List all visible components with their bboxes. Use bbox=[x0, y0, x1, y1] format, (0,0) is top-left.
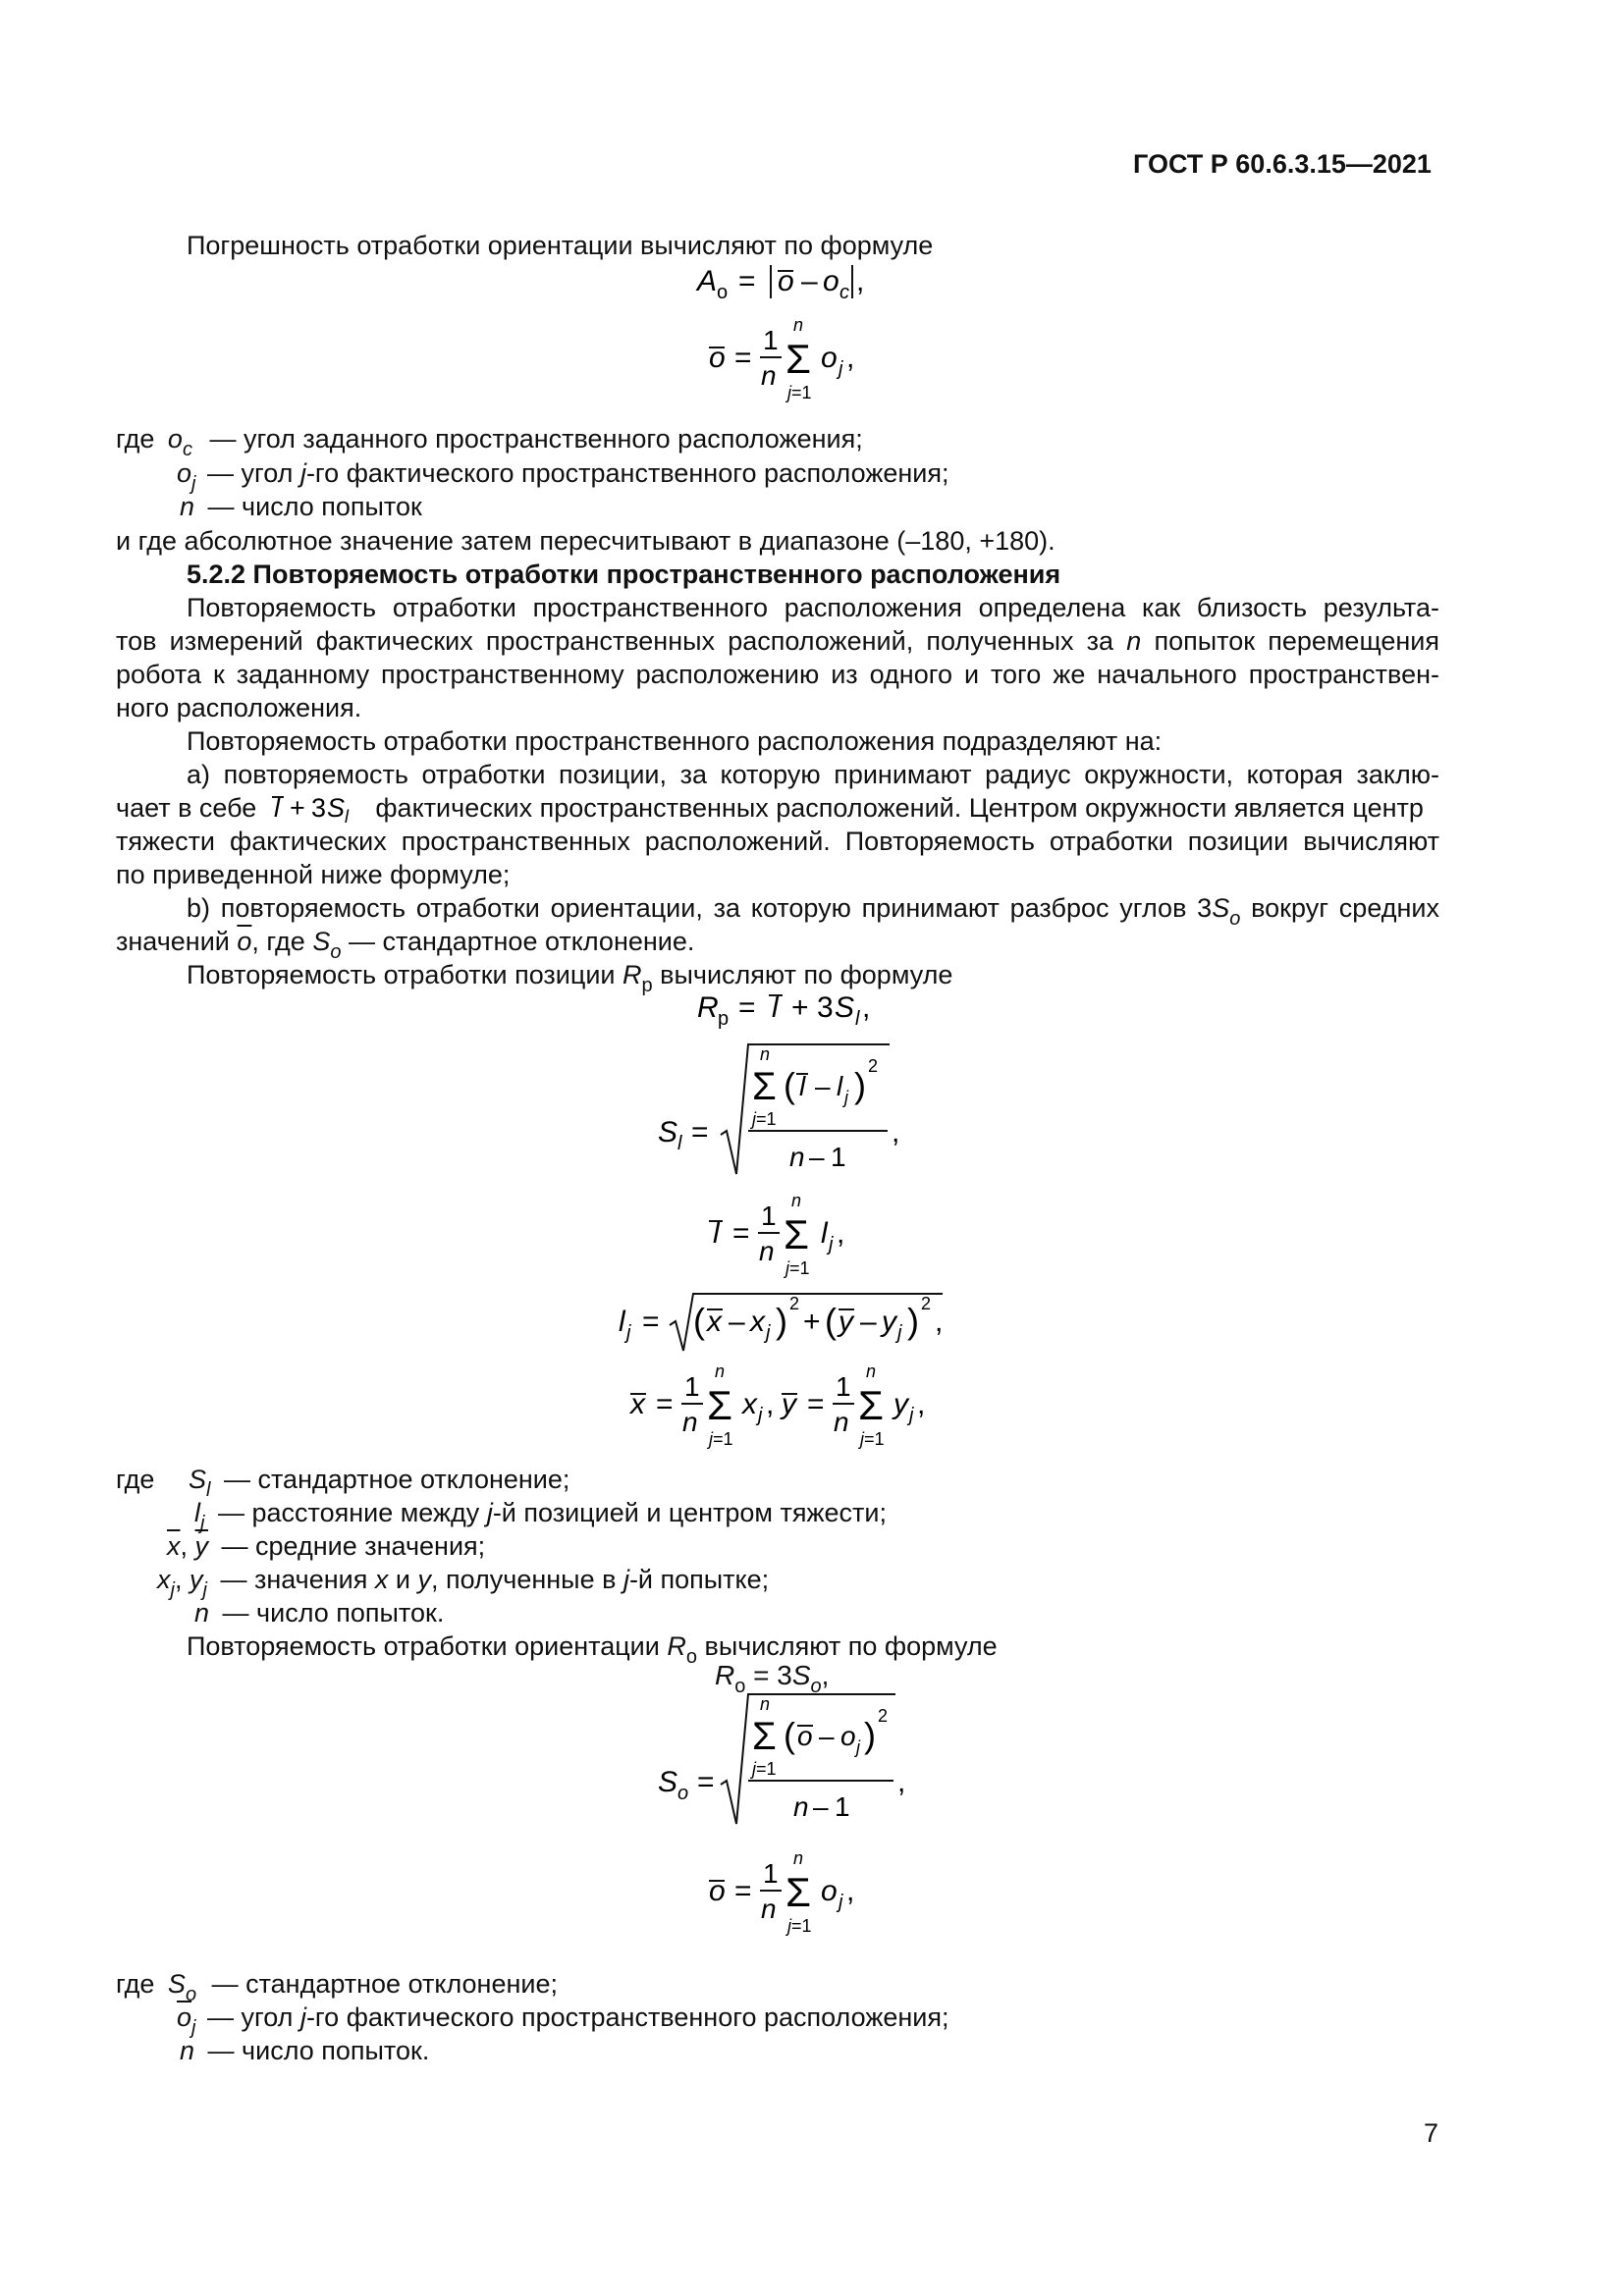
abs-value-note: и где абсолютное значение затем пересчитывают в диапазоне (–180, +180). bbox=[116, 526, 1056, 556]
svg-text:2: 2 bbox=[789, 1294, 800, 1313]
svg-text:o: o bbox=[821, 1875, 838, 1907]
svg-text:,: , bbox=[856, 265, 865, 297]
svg-text:3: 3 bbox=[310, 793, 326, 823]
svg-text:o: o bbox=[821, 342, 838, 374]
svg-text:o: o bbox=[823, 265, 839, 297]
svg-text:o: o bbox=[797, 1721, 813, 1751]
svg-text:,: , bbox=[846, 342, 855, 374]
formula-so bbox=[648, 1688, 943, 1836]
svg-text:3: 3 bbox=[817, 991, 834, 1024]
item-a-line-3: тяжести фактических пространственных расположений. Повторяемость отработки позиции вычисляют bbox=[116, 827, 1439, 856]
inline-lbar-3sl bbox=[268, 791, 364, 825]
svg-text:S: S bbox=[658, 1766, 678, 1798]
svg-text:j=1: j=1 bbox=[709, 1429, 733, 1449]
standard-header: ГОСТ Р 60.6.3.15—2021 bbox=[1133, 149, 1432, 179]
svg-text:1: 1 bbox=[835, 1791, 850, 1822]
formula-ro: $R_o = 3S_o$, bbox=[715, 1660, 830, 1697]
svg-text:): ) bbox=[907, 1301, 919, 1341]
rp-intro: Повторяемость отработки позиции $R_p$ вычисляют по формуле bbox=[187, 960, 953, 996]
svg-text:,: , bbox=[862, 991, 871, 1024]
def-sl-row: $S_l$ — стандартное отклонение; bbox=[189, 1465, 570, 1501]
svg-text:(: ( bbox=[784, 1065, 795, 1105]
svg-text:Σ: Σ bbox=[752, 1715, 777, 1758]
svg-text:1: 1 bbox=[836, 1371, 851, 1402]
svg-text:n: n bbox=[759, 1236, 775, 1266]
svg-text:(: ( bbox=[784, 1715, 795, 1755]
svg-text:l: l bbox=[619, 1306, 625, 1338]
svg-text:j: j bbox=[839, 1892, 843, 1913]
svg-text:j: j bbox=[766, 1322, 771, 1344]
svg-text:l: l bbox=[855, 1008, 860, 1030]
svg-text:j: j bbox=[897, 1322, 902, 1344]
formula-xybar bbox=[619, 1359, 952, 1457]
svg-text:1: 1 bbox=[763, 325, 779, 355]
def-so-row: где $S_o$ — стандартное отклонение; bbox=[116, 1969, 558, 2005]
def-xy-row: $\overline{x}$, $\overline{y}$ — средние значения; bbox=[167, 1531, 486, 1561]
svg-text:j=1: j=1 bbox=[752, 1109, 777, 1129]
svg-text:o: o bbox=[778, 265, 794, 297]
svg-text:+: + bbox=[803, 1306, 821, 1338]
svg-text:l: l bbox=[677, 1133, 682, 1154]
sym-lj: $l_j$ bbox=[194, 1498, 205, 1534]
formula-sl bbox=[648, 1039, 943, 1186]
svg-text:x: x bbox=[707, 1306, 722, 1338]
item-a-line-1: а) повторяемость отработки позиции, за которую принимают радиус окружности, которая заклю- bbox=[187, 760, 1439, 789]
svg-text:n: n bbox=[715, 1362, 726, 1381]
svg-text:n: n bbox=[761, 1894, 777, 1924]
svg-text:Σ: Σ bbox=[785, 336, 811, 382]
svg-text:–: – bbox=[815, 1071, 831, 1101]
ro-intro: Повторяемость отработки ориентации $R_o$ вычисляют по формуле bbox=[187, 1631, 998, 1668]
svg-text:j=1: j=1 bbox=[787, 1916, 812, 1936]
svg-text:,: , bbox=[892, 1116, 900, 1148]
svg-text:j=1: j=1 bbox=[785, 1258, 810, 1278]
svg-text:,: , bbox=[935, 1306, 944, 1338]
svg-text:,: , bbox=[837, 1217, 845, 1250]
svg-text:c: c bbox=[839, 282, 849, 303]
svg-text:n: n bbox=[793, 315, 804, 335]
svg-text:l: l bbox=[344, 807, 349, 825]
p1-line-2: тов измерений фактических пространственных расположений, полученных за n попыток перемещения bbox=[116, 626, 1439, 656]
svg-text:S: S bbox=[835, 991, 855, 1024]
svg-text:y: y bbox=[839, 1306, 853, 1338]
svg-text:(: ( bbox=[825, 1301, 837, 1341]
svg-text:1: 1 bbox=[763, 1858, 779, 1889]
item-a-line-4: по приведенной ниже формуле; bbox=[116, 860, 511, 889]
svg-text:Σ: Σ bbox=[785, 1869, 811, 1915]
svg-text:1: 1 bbox=[761, 1201, 777, 1231]
svg-text:Σ: Σ bbox=[707, 1382, 732, 1428]
svg-text:Σ: Σ bbox=[784, 1211, 809, 1257]
svg-text:l: l bbox=[273, 793, 280, 823]
svg-text:(: ( bbox=[693, 1301, 705, 1341]
svg-text:–: – bbox=[809, 1142, 825, 1172]
svg-text:S: S bbox=[658, 1116, 678, 1148]
svg-text:,: , bbox=[766, 1388, 775, 1420]
item-b-line-1: b) повторяемость отработки ориентации, за которую принимают разброс углов $3S_o$ вокруг средних bbox=[187, 893, 1439, 930]
svg-text:j: j bbox=[909, 1405, 914, 1426]
svg-text:l: l bbox=[837, 1071, 843, 1101]
svg-text:j=1: j=1 bbox=[860, 1429, 885, 1449]
sym-n: n bbox=[180, 492, 195, 521]
orientation-accuracy-intro: Погрешность отработки ориентации вычисляют по формуле bbox=[187, 231, 934, 260]
where-label: где bbox=[116, 424, 155, 454]
svg-text:y: y bbox=[782, 1388, 796, 1420]
sym-oj: $o_j$ bbox=[177, 458, 196, 495]
svg-text:l: l bbox=[772, 991, 779, 1024]
svg-text:n: n bbox=[793, 1791, 809, 1822]
svg-text:–: – bbox=[860, 1306, 877, 1338]
svg-text:o: o bbox=[840, 1721, 856, 1751]
svg-text:–: – bbox=[729, 1306, 745, 1338]
where-label-2: где bbox=[116, 1465, 155, 1494]
svg-text:l: l bbox=[821, 1217, 828, 1250]
section-heading: 5.2.2 Повторяемость отработки пространственного расположения bbox=[187, 560, 1061, 589]
svg-text:n: n bbox=[866, 1362, 877, 1381]
def-lj-row: $l_j$ — расстояние между j-й позицией и центром тяжести; bbox=[194, 1498, 887, 1534]
svg-text:1: 1 bbox=[831, 1142, 846, 1172]
svg-text:R: R bbox=[697, 991, 719, 1024]
svg-text:p: p bbox=[718, 1008, 730, 1030]
sym-sl: $S_l$ bbox=[189, 1465, 211, 1501]
svg-text:n: n bbox=[789, 1142, 805, 1172]
svg-text:,: , bbox=[897, 1766, 906, 1798]
svg-text:Σ: Σ bbox=[858, 1382, 884, 1428]
svg-text:y: y bbox=[882, 1306, 896, 1338]
svg-text:n: n bbox=[834, 1407, 849, 1437]
item-b-line-2: значений $\overline{o}$, где $S_o$ — стандартное отклонение. bbox=[116, 927, 695, 963]
svg-text:=: = bbox=[656, 1388, 674, 1420]
svg-text:j: j bbox=[758, 1405, 763, 1426]
svg-text:): ) bbox=[776, 1301, 787, 1341]
formula-obar-2 bbox=[687, 1845, 943, 1944]
svg-text:+: + bbox=[791, 991, 809, 1024]
svg-text:j: j bbox=[626, 1322, 631, 1344]
svg-text:x: x bbox=[630, 1388, 645, 1420]
svg-text:): ) bbox=[864, 1715, 876, 1755]
svg-text:x: x bbox=[742, 1388, 757, 1420]
svg-text:A: A bbox=[697, 265, 718, 297]
svg-text:1: 1 bbox=[684, 1371, 700, 1402]
svg-text:=: = bbox=[691, 1116, 709, 1148]
svg-text:=: = bbox=[697, 1766, 715, 1798]
page-number: 7 bbox=[1424, 2118, 1439, 2148]
p1-line-3: робота к заданному пространственному расположению из одного и того же начального пространствен- bbox=[116, 660, 1439, 689]
svg-text:n: n bbox=[793, 1848, 804, 1868]
svg-text:n: n bbox=[761, 360, 777, 391]
svg-text:=: = bbox=[734, 1875, 752, 1907]
svg-text:–: – bbox=[813, 1791, 829, 1822]
svg-text:+: + bbox=[289, 793, 305, 823]
def-oc-row bbox=[116, 422, 863, 458]
svg-text:=: = bbox=[734, 342, 752, 374]
formula-obar-1 bbox=[687, 312, 982, 410]
svg-text:y: y bbox=[893, 1388, 908, 1420]
svg-text:,: , bbox=[846, 1875, 855, 1907]
svg-text:j: j bbox=[839, 358, 843, 380]
item-a-line-2: чает в себе l + 3 S l фактических пространственных расположений. Центром окружности является центр bbox=[116, 793, 1424, 825]
svg-text:o: o bbox=[709, 342, 726, 374]
p2: Повторяемость отработки пространственного расположения подразделяют на: bbox=[187, 726, 1163, 756]
p1-line-4: ного расположения. bbox=[116, 693, 362, 722]
svg-text:2: 2 bbox=[878, 1706, 889, 1726]
def-n-row-2: n — число попыток. bbox=[194, 1598, 445, 1628]
def-oc-text: — угол заданного пространственного расположения; bbox=[209, 424, 863, 454]
svg-text:o: o bbox=[677, 1783, 689, 1804]
svg-text:j=1: j=1 bbox=[752, 1759, 777, 1779]
svg-text:): ) bbox=[854, 1065, 866, 1105]
svg-text:j: j bbox=[829, 1234, 834, 1255]
svg-text:n: n bbox=[760, 1044, 771, 1064]
formula-lj bbox=[599, 1286, 962, 1359]
def-n-text: — число попыток bbox=[207, 492, 422, 521]
svg-text:–: – bbox=[819, 1721, 835, 1751]
def-oj-row: $o_j$ — угол j-го фактического пространственного расположения; bbox=[177, 458, 949, 495]
svg-text:=: = bbox=[738, 265, 756, 297]
svg-text:l: l bbox=[713, 1217, 720, 1250]
svg-text:x: x bbox=[750, 1306, 765, 1338]
svg-text:j: j bbox=[844, 1088, 848, 1107]
p1-line-1: Повторяемость отработки пространственного расположения определена как близость результа- bbox=[187, 593, 1439, 622]
svg-text:=: = bbox=[738, 991, 756, 1024]
svg-text:2: 2 bbox=[921, 1294, 932, 1313]
formula-rp bbox=[687, 986, 943, 1031]
svg-text:n: n bbox=[791, 1191, 802, 1210]
def-n-row bbox=[180, 490, 422, 523]
def-n-row-3: n — число попыток. bbox=[180, 2036, 430, 2065]
svg-text:=: = bbox=[732, 1217, 750, 1250]
svg-text:o: o bbox=[717, 282, 729, 303]
svg-text:o: o bbox=[709, 1875, 726, 1907]
svg-text:S: S bbox=[326, 793, 345, 823]
svg-text:l: l bbox=[799, 1071, 806, 1101]
svg-text:–: – bbox=[801, 265, 818, 297]
svg-text:n: n bbox=[682, 1407, 698, 1437]
svg-text:j=1: j=1 bbox=[787, 383, 812, 402]
svg-text:2: 2 bbox=[868, 1056, 879, 1076]
formula-lbar bbox=[687, 1188, 943, 1286]
svg-text:,: , bbox=[917, 1388, 926, 1420]
svg-text:n: n bbox=[760, 1694, 771, 1714]
svg-text:=: = bbox=[807, 1388, 825, 1420]
def-oj-row-2: $\overline{o}_j$ — угол j-го фактического пространственного расположения; bbox=[177, 2002, 949, 2039]
sym-oc: $o_c$ bbox=[167, 424, 192, 460]
formula-ao bbox=[687, 257, 982, 306]
svg-text:=: = bbox=[642, 1306, 660, 1338]
svg-text:Σ: Σ bbox=[752, 1065, 777, 1108]
svg-text:j: j bbox=[856, 1737, 860, 1757]
def-xjyj-row: $x_j$, $y_j$ — значения x и y, полученные в j-й попытке; bbox=[157, 1565, 770, 1601]
